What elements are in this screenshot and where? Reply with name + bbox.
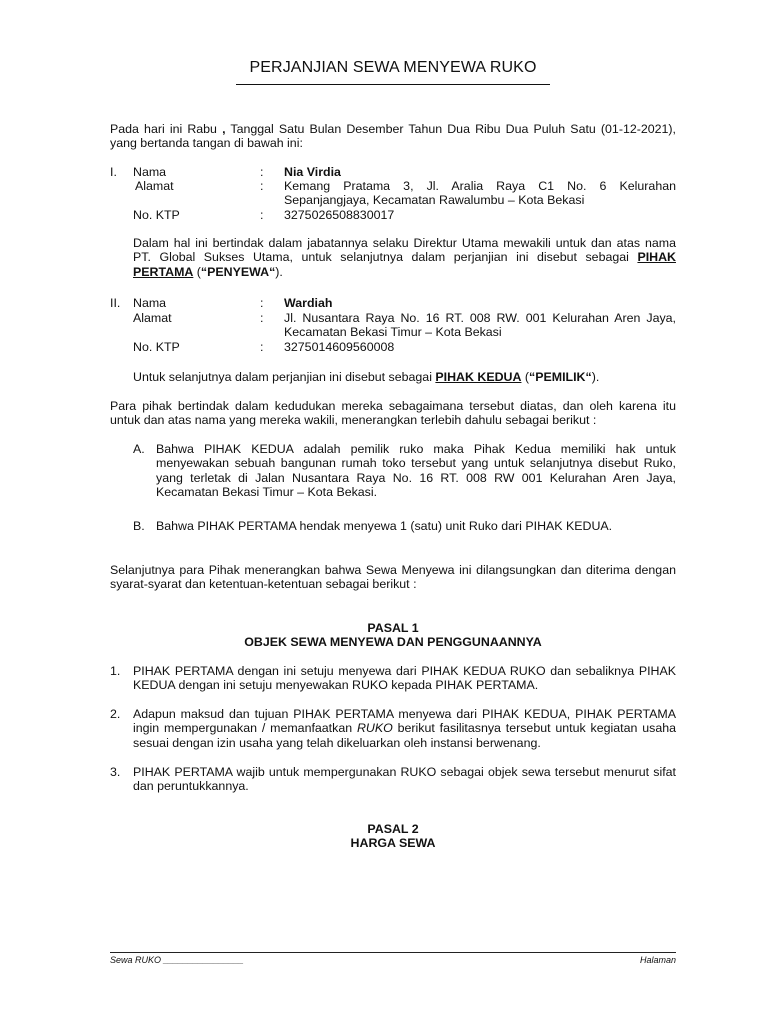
- party1-label-ktp: No. KTP: [133, 208, 180, 222]
- party1-party-label: PIHAK PERTAMA: [133, 250, 676, 279]
- party2-colon-name: :: [260, 296, 264, 310]
- party2-colon-ktp: :: [260, 340, 264, 354]
- party2-name: Wardiah: [284, 296, 333, 310]
- party1-ktp: 3275026508830017: [284, 208, 395, 222]
- party2-label-name: Nama: [133, 296, 167, 310]
- party2-address: Jl. Nusantara Raya No. 16 RT. 008 RW. 001 Kelurahan Aren Jaya, Kecamatan Bekasi Timur – Kota Bekasi: [284, 311, 676, 340]
- party1-address: Kemang Pratama 3, Jl. Aralia Raya C1 No. 6 Kelurahan Sepanjangjaya, Kecamatan Rawalumbu – Kota Bekasi: [284, 179, 676, 208]
- opening-comma: ,: [222, 122, 226, 136]
- pasal2-subheading: HARGA SEWA: [350, 836, 436, 850]
- party1-role: “PENYEWA“: [200, 264, 276, 279]
- party2-label-ktp: No. KTP: [133, 340, 180, 354]
- opening-text-a: Pada hari ini Rabu: [110, 122, 223, 136]
- party2-party-label: PIHAK KEDUA: [435, 370, 522, 384]
- party1-desc-c: ).: [275, 264, 283, 279]
- pasal1-item2-num: 2.: [110, 707, 121, 721]
- party2-colon-address: :: [260, 311, 264, 325]
- pasal1-subheading: OBJEK SEWA MENYEWA DAN PENGGUNAANNYA: [244, 635, 542, 649]
- closing-paragraph: Selanjutnya para Pihak menerangkan bahwa Sewa Menyewa ini dilangsungkan dan diterima dengan syarat-syarat dan ketentuan-ketentuan sebagai berikut :: [110, 563, 676, 592]
- document-title: PERJANJIAN SEWA MENYEWA RUKO: [249, 59, 537, 76]
- recital-text-a: Bahwa PIHAK KEDUA adalah pemilik ruko maka Pihak Kedua memiliki hak untuk menyewakan sebuah bangunan rumah toko tersebut yang untuk selanjutnya disebut Ruko, yang terletak di Jalan Nusantara Raya No. 16 RT. 008 RW 001 Kelurahan Aren Jaya, Kecamatan Bekasi Timur – Kota Bekasi.: [156, 442, 676, 500]
- title-underline: [236, 84, 550, 85]
- pasal1-item1-text: PIHAK PERTAMA dengan ini setuju menyewa dari PIHAK KEDUA RUKO dan sebaliknya PIHAK KEDUA dengan ini setuju menyewakan RUKO kepada PIHAK PERTAMA.: [133, 664, 676, 693]
- pasal1-item2-text-a: Adapun maksud dan tujuan PIHAK PERTAMA menyewa dari PIHAK KEDUA, PIHAK PERTAMA ingin mempergunakan / memanfaatkan: [133, 707, 676, 736]
- pasal1-item2-text-b: berikut fasilitasnya tersebut untuk kegiatan usaha sesuai dengan izin usaha yang telah dikeluarkan oleh instansi berwenang.: [133, 721, 677, 750]
- party2-role: “PEMILIK“: [529, 370, 592, 384]
- opening-text-b: Tanggal Satu Bulan Desember Tahun Dua Ribu Dua Puluh Satu (01-12-2021), yang bertanda tangan di bawah ini:: [110, 122, 676, 151]
- party1-numeral: I.: [110, 165, 117, 179]
- recital-marker-b: B.: [133, 519, 145, 533]
- pasal1-item3-num: 3.: [110, 765, 121, 779]
- pasal1-heading: PASAL 1: [367, 621, 419, 635]
- pasal2-heading: PASAL 2: [367, 822, 419, 836]
- party1-colon-name: :: [260, 165, 264, 179]
- party1-label-name: Nama: [133, 165, 167, 179]
- pasal1-item3-text: PIHAK PERTAMA wajib untuk mempergunakan RUKO sebagai objek sewa tersebut menurut sifat dan peruntukkannya.: [133, 765, 676, 794]
- party2-numeral: II.: [110, 296, 121, 310]
- footer-rule: [110, 952, 676, 953]
- party2-desc-a: Untuk selanjutnya dalam perjanjian ini disebut sebagai: [133, 370, 436, 384]
- opening-paragraph: [110, 122, 676, 151]
- party1-colon-address: :: [260, 179, 264, 193]
- pasal1-item1-num: 1.: [110, 664, 121, 678]
- party1-desc-a: Dalam hal ini bertindak dalam jabatannya selaku Direktur Utama mewakili untuk dan atas nama PT. Global Sukses Utama, untuk selanjutnya dalam perjanjian ini disebut sebagai: [133, 236, 676, 265]
- recital-text-b: Bahwa PIHAK PERTAMA hendak menyewa 1 (satu) unit Ruko dari PIHAK KEDUA.: [156, 519, 613, 533]
- party1-desc-b: (: [193, 264, 201, 279]
- party2-desc-c: ).: [591, 370, 600, 384]
- party1-name: Nia Virdia: [284, 165, 341, 179]
- party2-ktp: 3275014609560008: [284, 340, 395, 354]
- footer-right: Halaman: [639, 955, 676, 965]
- party2-label-address: Alamat: [133, 311, 172, 325]
- footer-left: Sewa RUKO ________________: [110, 955, 244, 965]
- party1-colon-ktp: :: [260, 208, 264, 222]
- recital-marker-a: A.: [133, 442, 145, 456]
- pasal1-item2-italic: RUKO: [356, 721, 393, 736]
- party1-label-address: Alamat: [135, 179, 174, 193]
- pasal1-item2-text: [133, 707, 676, 750]
- party2-desc-b: (: [521, 370, 530, 384]
- intro-paragraph: Para pihak bertindak dalam kedudukan mereka sebagaimana tersebut diatas, dan oleh karena itu untuk dan atas nama yang mereka wakili, menerangkan terlebih dahulu sebagai berikut :: [110, 399, 676, 428]
- party1-description: [133, 236, 676, 279]
- party2-description: [133, 370, 676, 384]
